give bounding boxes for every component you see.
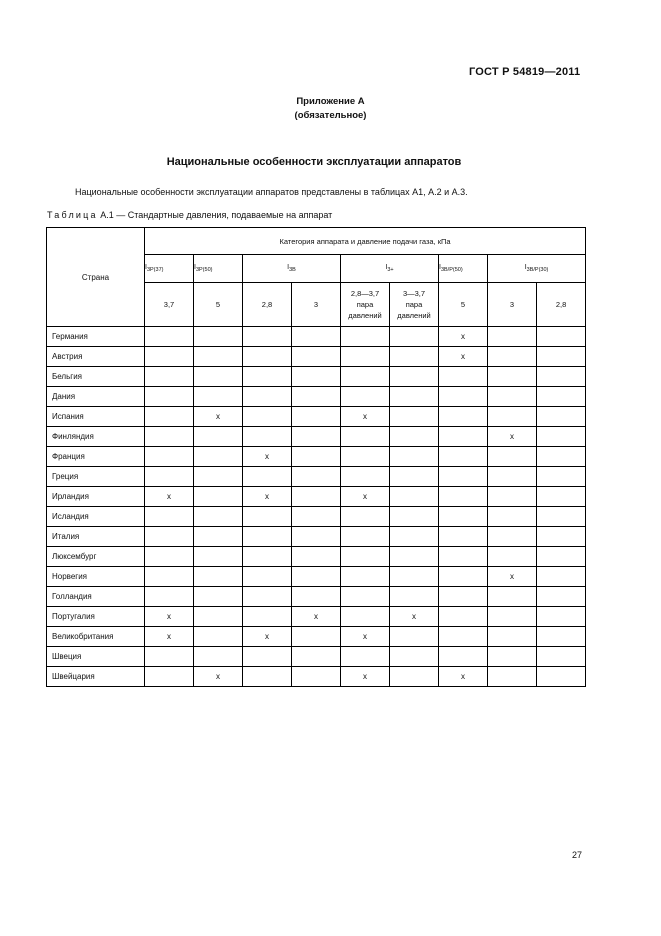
mark-cell — [243, 387, 292, 407]
category-header — [488, 255, 586, 283]
mark-cell — [292, 427, 341, 447]
mark-cell — [194, 327, 243, 347]
category-main: I — [194, 264, 196, 271]
mark-cell — [194, 607, 243, 627]
mark-cell — [341, 387, 390, 407]
mark-cell — [439, 507, 488, 527]
category-sub: 3P(50) — [195, 267, 213, 273]
table-row — [47, 587, 586, 607]
mark-cell — [243, 367, 292, 387]
category-main: I — [385, 264, 388, 271]
mark-cell: x — [292, 607, 341, 627]
mark-cell — [194, 587, 243, 607]
mark-cell — [292, 627, 341, 647]
mark-cell — [390, 367, 439, 387]
mark-cell — [537, 427, 586, 447]
category-header — [439, 255, 488, 283]
country-cell: Португалия — [47, 607, 145, 627]
table-row — [47, 647, 586, 667]
mark-cell — [488, 667, 537, 687]
pressure-header: 3 — [488, 283, 537, 327]
mark-cell — [439, 607, 488, 627]
mark-cell — [145, 587, 194, 607]
mark-cell — [488, 487, 537, 507]
country-cell: Бельгия — [47, 367, 145, 387]
category-header — [145, 255, 194, 283]
mark-cell — [243, 567, 292, 587]
mark-cell — [341, 467, 390, 487]
mark-cell — [537, 487, 586, 507]
table-row — [47, 467, 586, 487]
country-cell: Австрия — [47, 347, 145, 367]
mark-cell — [537, 567, 586, 587]
mark-cell — [292, 487, 341, 507]
table-row — [47, 327, 586, 347]
mark-cell — [194, 567, 243, 587]
mark-cell: x — [243, 627, 292, 647]
category-group-header: Категория аппарата и давление подачи газа, кПа — [145, 228, 586, 255]
mark-cell: x — [439, 667, 488, 687]
mark-cell — [194, 527, 243, 547]
pressure-table — [46, 227, 586, 687]
category-sub: 3B/P(30) — [526, 267, 549, 273]
mark-cell — [439, 527, 488, 547]
mark-cell: x — [341, 487, 390, 507]
mark-cell — [390, 447, 439, 467]
category-header — [243, 255, 341, 283]
mark-cell — [439, 407, 488, 427]
mark-cell — [194, 507, 243, 527]
mark-cell: x — [390, 607, 439, 627]
mark-cell — [194, 447, 243, 467]
mark-cell — [292, 327, 341, 347]
mark-cell — [537, 667, 586, 687]
category-sub: 3P(37) — [146, 267, 164, 273]
mark-cell: x — [194, 667, 243, 687]
mark-cell — [439, 627, 488, 647]
mark-cell — [439, 467, 488, 487]
mark-cell — [292, 407, 341, 427]
table-caption — [47, 210, 332, 220]
mark-cell — [292, 347, 341, 367]
table-caption-label: Таблица — [47, 210, 98, 220]
country-column-header: Страна — [47, 228, 145, 327]
mark-cell — [145, 527, 194, 547]
mark-cell — [292, 667, 341, 687]
mark-cell — [488, 447, 537, 467]
mark-cell — [439, 387, 488, 407]
pressure-header: 2,8 — [537, 283, 586, 327]
mark-cell — [488, 547, 537, 567]
mark-cell — [390, 507, 439, 527]
pressure-header: 3—3,7 пара давлений — [390, 283, 439, 327]
mark-cell — [488, 367, 537, 387]
mark-cell — [488, 467, 537, 487]
country-cell: Греция — [47, 467, 145, 487]
mark-cell — [341, 607, 390, 627]
pressure-header: 2,8—3,7 пара давлений — [341, 283, 390, 327]
mark-cell — [145, 467, 194, 487]
mark-cell — [390, 527, 439, 547]
mark-cell — [537, 347, 586, 367]
mark-cell — [341, 367, 390, 387]
mark-cell — [194, 547, 243, 567]
pressure-header: 2,8 — [243, 283, 292, 327]
mark-cell — [390, 467, 439, 487]
mark-cell — [243, 327, 292, 347]
mark-cell — [145, 547, 194, 567]
country-cell: Швейцария — [47, 667, 145, 687]
mark-cell — [488, 327, 537, 347]
country-cell: Люксембург — [47, 547, 145, 567]
mark-cell — [292, 387, 341, 407]
mark-cell — [341, 327, 390, 347]
mark-cell — [292, 567, 341, 587]
appendix-status: (обязательное) — [294, 110, 367, 121]
mark-cell — [537, 587, 586, 607]
mark-cell — [243, 607, 292, 627]
mark-cell — [439, 547, 488, 567]
mark-cell — [488, 507, 537, 527]
standard-designation: ГОСТ Р 54819—2011 — [469, 66, 581, 78]
mark-cell — [194, 627, 243, 647]
mark-cell — [145, 427, 194, 447]
appendix-title: Приложение А — [296, 96, 365, 107]
mark-cell — [537, 447, 586, 467]
category-main: I — [145, 264, 147, 271]
mark-cell — [390, 387, 439, 407]
mark-cell — [488, 607, 537, 627]
mark-cell — [439, 587, 488, 607]
mark-cell — [537, 507, 586, 527]
mark-cell — [390, 347, 439, 367]
mark-cell — [243, 547, 292, 567]
pressure-header: 3,7 — [145, 283, 194, 327]
mark-cell — [292, 527, 341, 547]
mark-cell — [390, 487, 439, 507]
mark-cell — [537, 527, 586, 547]
mark-cell — [537, 367, 586, 387]
intro-paragraph: Национальные особенности эксплуатации аппаратов представлены в таблицах А1, А.2 и А.3. — [75, 187, 468, 197]
mark-cell — [439, 367, 488, 387]
table-row — [47, 627, 586, 647]
mark-cell — [194, 487, 243, 507]
category-header — [341, 255, 439, 283]
mark-cell — [194, 387, 243, 407]
table-row — [47, 567, 586, 587]
section-title: Национальные особенности эксплуатации аппаратов — [166, 156, 462, 168]
table-row — [47, 487, 586, 507]
mark-cell — [537, 327, 586, 347]
mark-cell — [390, 547, 439, 567]
mark-cell — [439, 567, 488, 587]
category-header — [194, 255, 243, 283]
table-caption-text: А.1 — Стандартные давления, подаваемые на аппарат — [100, 210, 333, 220]
mark-cell — [390, 627, 439, 647]
mark-cell — [194, 427, 243, 447]
table-row — [47, 527, 586, 547]
mark-cell — [243, 527, 292, 547]
category-sub: 3B — [289, 267, 296, 273]
mark-cell: x — [145, 627, 194, 647]
mark-cell — [243, 587, 292, 607]
mark-cell — [537, 607, 586, 627]
mark-cell: x — [341, 407, 390, 427]
mark-cell — [488, 347, 537, 367]
mark-cell — [341, 547, 390, 567]
country-cell: Германия — [47, 327, 145, 347]
mark-cell — [292, 447, 341, 467]
mark-cell — [341, 527, 390, 547]
mark-cell: x — [145, 487, 194, 507]
mark-cell — [488, 527, 537, 547]
pressure-header: 5 — [439, 283, 488, 327]
country-cell: Ирландия — [47, 487, 145, 507]
mark-cell — [439, 487, 488, 507]
mark-cell — [292, 647, 341, 667]
mark-cell — [439, 447, 488, 467]
table-row — [47, 347, 586, 367]
mark-cell — [341, 507, 390, 527]
mark-cell: x — [341, 667, 390, 687]
mark-cell — [243, 667, 292, 687]
mark-cell — [390, 587, 439, 607]
mark-cell — [145, 327, 194, 347]
mark-cell — [488, 587, 537, 607]
mark-cell — [194, 367, 243, 387]
table-row — [47, 507, 586, 527]
country-cell: Великобритания — [47, 627, 145, 647]
mark-cell — [537, 407, 586, 427]
mark-cell — [243, 507, 292, 527]
mark-cell — [194, 647, 243, 667]
country-cell: Испания — [47, 407, 145, 427]
mark-cell — [243, 347, 292, 367]
category-main: I — [524, 264, 527, 271]
mark-cell: x — [439, 347, 488, 367]
mark-cell — [292, 367, 341, 387]
mark-cell — [390, 647, 439, 667]
mark-cell — [145, 387, 194, 407]
table-row — [47, 367, 586, 387]
mark-cell — [292, 547, 341, 567]
mark-cell: x — [488, 567, 537, 587]
mark-cell — [243, 647, 292, 667]
country-cell: Дания — [47, 387, 145, 407]
mark-cell — [390, 327, 439, 347]
table-row — [47, 407, 586, 427]
mark-cell — [341, 347, 390, 367]
country-cell: Швеция — [47, 647, 145, 667]
mark-cell — [537, 467, 586, 487]
mark-cell — [341, 427, 390, 447]
mark-cell — [243, 467, 292, 487]
mark-cell — [145, 447, 194, 467]
mark-cell — [488, 407, 537, 427]
table-row — [47, 547, 586, 567]
mark-cell — [390, 407, 439, 427]
mark-cell — [243, 427, 292, 447]
mark-cell — [390, 427, 439, 447]
mark-cell: x — [243, 487, 292, 507]
pressure-header: 5 — [194, 283, 243, 327]
country-cell: Норвегия — [47, 567, 145, 587]
mark-cell — [488, 647, 537, 667]
table-row — [47, 447, 586, 467]
pressure-header: 3 — [292, 283, 341, 327]
table-row — [47, 607, 586, 627]
mark-cell — [292, 587, 341, 607]
mark-cell — [488, 387, 537, 407]
country-cell: Исландия — [47, 507, 145, 527]
mark-cell: x — [341, 627, 390, 647]
mark-cell — [488, 627, 537, 647]
country-cell: Финляндия — [47, 427, 145, 447]
mark-cell: x — [488, 427, 537, 447]
mark-cell — [194, 467, 243, 487]
mark-cell — [537, 387, 586, 407]
category-sub: 3+ — [387, 267, 394, 273]
mark-cell — [145, 367, 194, 387]
category-main: I — [439, 264, 441, 271]
country-cell: Италия — [47, 527, 145, 547]
mark-cell — [341, 567, 390, 587]
country-cell: Франция — [47, 447, 145, 467]
mark-cell — [145, 347, 194, 367]
mark-cell — [537, 547, 586, 567]
mark-cell — [390, 667, 439, 687]
mark-cell — [145, 647, 194, 667]
mark-cell — [537, 627, 586, 647]
mark-cell — [292, 507, 341, 527]
mark-cell — [439, 647, 488, 667]
mark-cell — [341, 447, 390, 467]
mark-cell — [390, 567, 439, 587]
mark-cell — [145, 407, 194, 427]
mark-cell — [292, 467, 341, 487]
table-row — [47, 667, 586, 687]
mark-cell: x — [194, 407, 243, 427]
mark-cell — [145, 507, 194, 527]
table-row — [47, 427, 586, 447]
mark-cell — [145, 567, 194, 587]
mark-cell: x — [439, 327, 488, 347]
table-row — [47, 387, 586, 407]
mark-cell — [341, 647, 390, 667]
mark-cell — [194, 347, 243, 367]
mark-cell — [341, 587, 390, 607]
category-sub: 3B/P(50) — [440, 267, 463, 273]
country-cell: Голландия — [47, 587, 145, 607]
page-number: 27 — [572, 850, 583, 860]
category-main: I — [287, 264, 290, 271]
mark-cell — [537, 647, 586, 667]
mark-cell — [439, 427, 488, 447]
mark-cell: x — [145, 607, 194, 627]
mark-cell: x — [243, 447, 292, 467]
mark-cell — [243, 407, 292, 427]
mark-cell — [145, 667, 194, 687]
